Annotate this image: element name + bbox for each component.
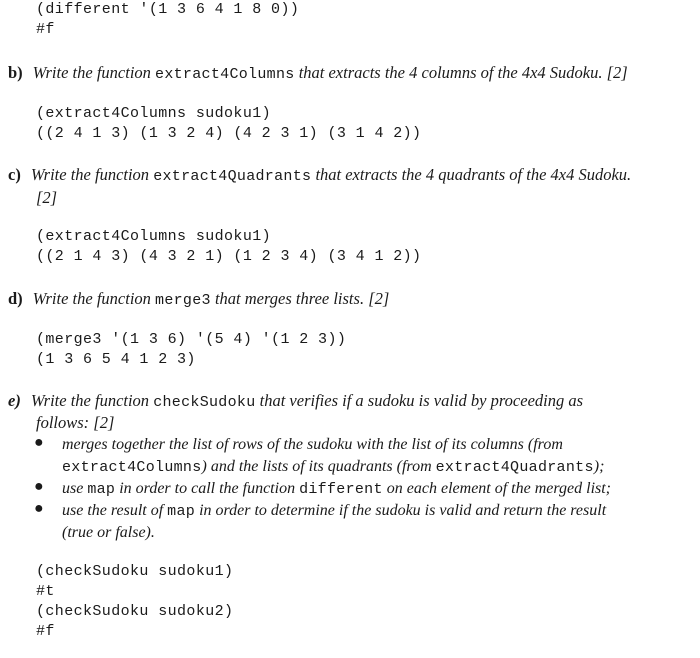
bullet-2-line: [62, 478, 687, 501]
question-d-pre: Write the function: [32, 289, 156, 308]
bullet-3-c: in order to determine if the sudoku is valid and return the result: [195, 502, 607, 519]
question-b-label: b): [8, 63, 23, 82]
question-c-label: c): [8, 165, 21, 184]
question-e-function: checkSudoku: [153, 394, 256, 411]
question-c-marks: [2]: [36, 188, 58, 207]
bullet-3-map: map: [167, 503, 196, 520]
code-b-result: ((2 4 1 3) (1 3 2 4) (4 2 3 1) (3 1 4 2)): [36, 125, 422, 142]
bullet-3-line1: [62, 500, 687, 523]
code-different-result: #f: [36, 21, 55, 38]
bullet-1-mid: ) and the lists of its quadrants (from: [201, 458, 436, 475]
question-e-label: e): [8, 391, 21, 410]
bullet-3-dot: ●: [34, 500, 44, 517]
question-c-function: extract4Quadrants: [153, 168, 312, 185]
bullet-2-dot: ●: [34, 478, 44, 495]
bullet-2-different: different: [299, 481, 383, 498]
bullet-1-line1: merges together the list of rows of the sudoku with the list of its columns (from: [62, 436, 563, 453]
question-b: [8, 62, 628, 86]
bullet-1-fn-columns: extract4Columns: [62, 459, 202, 476]
code-e-call2: (checkSudoku sudoku2): [36, 603, 234, 620]
code-e-result2: #f: [36, 623, 55, 640]
bullet-1-line2: [62, 456, 687, 479]
bullet-1-dot: ●: [34, 434, 44, 451]
question-d-post: that merges three lists. [2]: [210, 289, 390, 308]
bullet-3-a: use the result of: [62, 502, 168, 519]
code-c-call: (extract4Columns sudoku1): [36, 228, 272, 245]
code-d-call: (merge3 '(1 3 6) '(5 4) '(1 2 3)): [36, 331, 347, 348]
question-e-follows: follows: [2]: [36, 413, 115, 432]
code-c-result: ((2 1 4 3) (4 3 2 1) (1 2 3 4) (3 4 1 2)): [36, 248, 422, 265]
code-d-result: (1 3 6 5 4 1 2 3): [36, 351, 196, 368]
bullet-1-end: );: [593, 458, 605, 475]
question-d-label: d): [8, 289, 23, 308]
question-d: [8, 288, 389, 312]
question-b-pre: Write the function: [32, 63, 156, 82]
code-e-call1: (checkSudoku sudoku1): [36, 563, 234, 580]
code-e-result1: #t: [36, 583, 55, 600]
question-c-post: that extracts the 4 quadrants of the 4x4 Sudoku.: [311, 165, 632, 184]
question-c-pre: Write the function: [30, 165, 154, 184]
question-d-function: merge3: [155, 292, 211, 309]
question-e-post: that verifies if a sudoku is valid by proceeding as: [255, 391, 584, 410]
question-c: [8, 164, 631, 188]
bullet-2-a: use: [62, 480, 88, 497]
bullet-2-c: in order to call the function: [115, 480, 300, 497]
question-b-function: extract4Columns: [155, 66, 295, 83]
question-e-pre: Write the function: [30, 391, 154, 410]
question-e: [8, 390, 583, 414]
code-b-call: (extract4Columns sudoku1): [36, 105, 272, 122]
bullet-1-fn-quadrants: extract4Quadrants: [435, 459, 594, 476]
code-different-call: (different '(1 3 6 4 1 8 0)): [36, 1, 300, 18]
bullet-2-map: map: [87, 481, 116, 498]
question-b-post: that extracts the 4 columns of the 4x4 Sudoku. [2]: [294, 63, 628, 82]
bullet-3-line2: (true or false).: [62, 524, 155, 541]
bullet-2-e: on each element of the merged list;: [382, 480, 612, 497]
